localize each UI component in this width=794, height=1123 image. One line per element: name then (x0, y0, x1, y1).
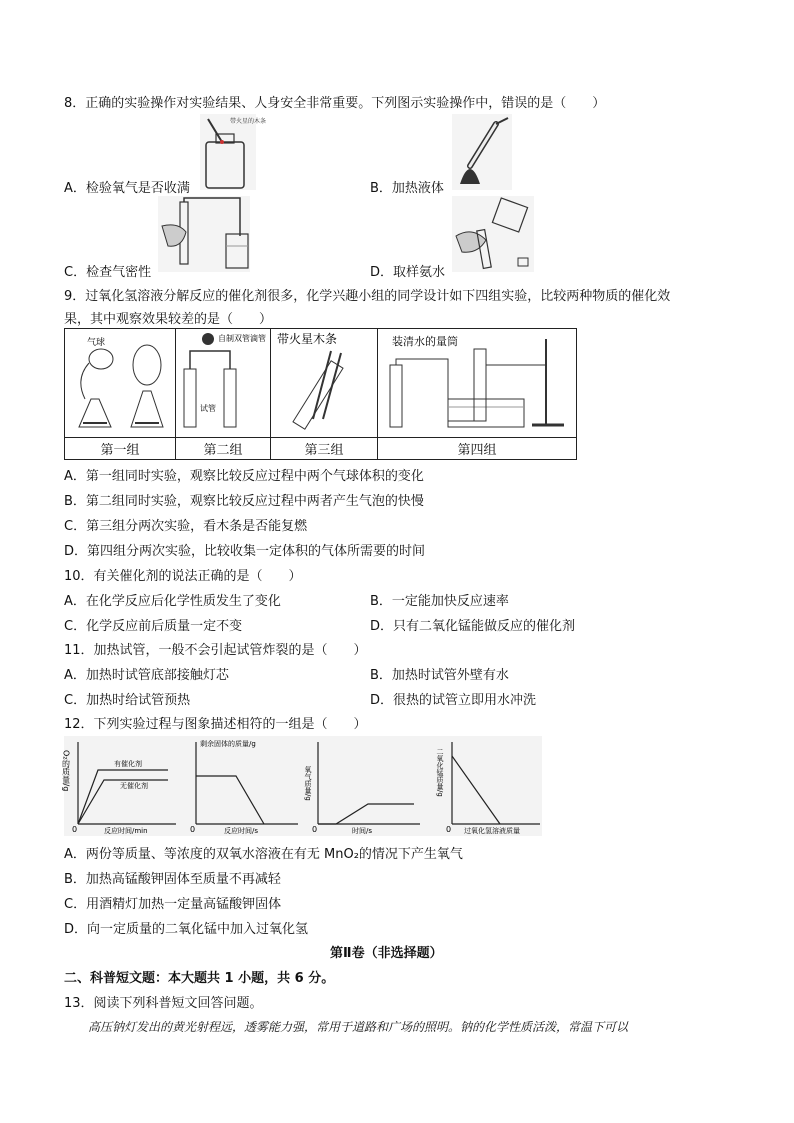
q12-option-a: A．两份等质量、等浓度的双氧水溶液在有无 MnO₂的情况下产生氧气 (64, 847, 463, 862)
q8-figure-c (158, 196, 250, 272)
q12-stem: 12．下列实验过程与图象描述相符的一组是（ ） (64, 717, 367, 732)
q12-chart-d-line (452, 756, 500, 824)
q12-chart-b-xlabel: 反应时间/s (224, 827, 259, 835)
q11-option-c: C．加热时给试管预热 (64, 693, 191, 708)
section2-heading: 二、科普短文题：本大题共 1 小题，共 6 分。 (64, 971, 335, 986)
q11-option-d: D．很热的试管立即用水冲洗 (370, 693, 537, 708)
q12-chart-d (436, 742, 540, 835)
q12-chart-a (62, 742, 177, 835)
q8-option-c: C．检查气密性 (64, 265, 152, 280)
q9-group2-label: 第二组 (176, 438, 271, 460)
q10-option-b: B．一定能加快反应速率 (370, 594, 509, 609)
q8-option-b: B．加热液体 (370, 181, 444, 196)
q8-figure-a (200, 114, 267, 190)
q11-option-b: B．加热时试管外壁有水 (370, 668, 509, 683)
q12-chart-c-ylabel: 氧气质量/g (304, 766, 312, 801)
q12-chart-b-ylabel: 剩余固体的质量/g (200, 740, 256, 748)
q12-option-d: D．向一定质量的二氧化锰中加入过氧化氢 (64, 922, 309, 937)
q9-figure-group4 (378, 329, 577, 438)
q9-option-d: D．第四组分两次实验，比较收集一定体积的气体所需要的时间 (64, 544, 426, 559)
q10-option-c: C．化学反应前后质量一定不变 (64, 619, 243, 634)
q11-stem: 11．加热试管，一般不会引起试管炸裂的是（ ） (64, 643, 367, 658)
q8-figure-d (452, 196, 534, 272)
q12-chart-a-origin: 0 (72, 825, 78, 834)
q10-option-d: D．只有二氧化锰能做反应的催化剂 (370, 619, 576, 634)
q12-chart-a-ylabel: O₂的质量/g (61, 750, 71, 792)
q9-figure-group2 (176, 329, 271, 438)
q10-option-a: A．在化学反应后化学性质发生了变化 (64, 594, 281, 609)
q9-option-b: B．第二组同时实验，观察比较反应过程中两者产生气泡的快慢 (64, 494, 424, 509)
q12-chart-b-line (196, 776, 264, 824)
q8-fig-a-label: 带火星的木条 (230, 118, 267, 125)
q12-chart-d-origin: 0 (446, 825, 452, 834)
q12-chart-c-origin: 0 (312, 825, 318, 834)
q9-dropper-text: 自制双管滴管 (218, 334, 266, 343)
q13-paragraph: 高压钠灯发出的黄光射程远，透雾能力强，常用于道路和广场的照明。钠的化学性质活泼，常温下可以 (88, 1020, 629, 1034)
part2-title: 第Ⅱ卷（非选择题） (330, 946, 443, 961)
q9-figure-group3 (271, 329, 378, 438)
q9-figure-group1 (65, 329, 176, 438)
q9-option-c: C．第三组分两次实验，看木条是否能复燃 (64, 519, 308, 534)
q8-option-d: D．取样氨水 (370, 265, 446, 280)
q12-chart-d-xlabel: 过氧化氢溶液质量 (464, 827, 520, 835)
q8-figure-b (452, 114, 512, 190)
q12-chart-b-origin: 0 (190, 825, 196, 834)
q9-option-a: A．第一组同时实验，观察比较反应过程中两个气球体积的变化 (64, 469, 424, 484)
q9-cylinder-label: 装清水的量筒 (392, 335, 458, 348)
q10-stem: 10．有关催化剂的说法正确的是（ ） (64, 569, 302, 584)
q12-charts-figure (61, 736, 542, 836)
q12-chart-a-legend2: 无催化剂 (120, 782, 148, 790)
q12-chart-a-xlabel: 反应时间/min (104, 827, 148, 835)
q9-group4-label: 第四组 (378, 438, 577, 460)
q8-stem: 8．正确的实验操作对实验结果、人身安全非常重要。下列图示实验操作中，错误的是（ ） (64, 96, 606, 111)
q9-balloon-label: 气球 (87, 338, 106, 348)
q12-chart-a-line1 (78, 770, 168, 824)
q12-chart-b (190, 739, 298, 835)
q12-chart-c-line (318, 804, 414, 824)
q11-option-a: A．加热时试管底部接触灯芯 (64, 668, 229, 683)
q9-group3-label: 第三组 (271, 438, 378, 460)
q9-group1-label: 第一组 (65, 438, 176, 460)
q8-option-a: A．检验氧气是否收满 (64, 181, 190, 196)
q9-tube-label: 试管 (200, 404, 216, 413)
q12-chart-d-ylabel: 二氧化锰质量/g (436, 748, 444, 797)
q9-stem-line1: 9．过氧化氢溶液分解反应的催化剂很多，化学兴趣小组的同学设计如下四组实验，比较两种物质的催化效 (64, 289, 671, 304)
q12-chart-c-xlabel: 时间/s (352, 827, 373, 835)
q9-stem-line2: 果，其中观察效果较差的是（ ） (64, 312, 273, 327)
q13-stem: 13．阅读下列科普短文回答问题。 (64, 996, 263, 1011)
q12-option-c: C．用酒精灯加热一定量高锰酸钾固体 (64, 897, 282, 912)
q12-chart-c (304, 742, 420, 835)
q12-option-b: B．加热高锰酸钾固体至质量不再减轻 (64, 872, 281, 887)
q9-experiment-table (64, 328, 577, 460)
q9-dropper-label (218, 333, 266, 343)
q12-chart-a-legend1: 有催化剂 (114, 760, 142, 768)
q9-splint-label: 带火星木条 (277, 332, 338, 346)
